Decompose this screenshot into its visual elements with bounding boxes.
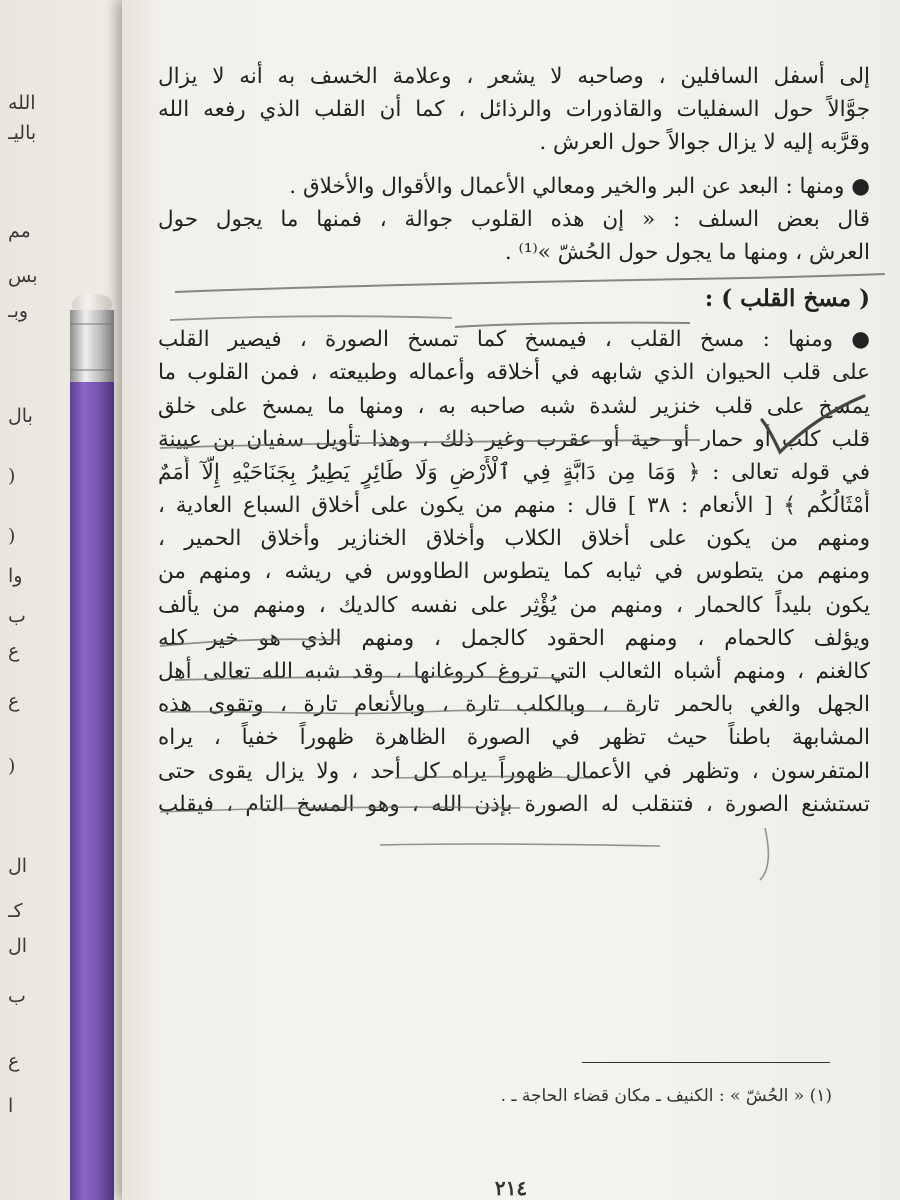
left-page-fragment: مم — [8, 220, 31, 242]
text-line: وقرَّبه إليه لا يزال جوالاً حول العرش . — [539, 130, 870, 156]
text-line: الجهل والغي بالحمر تارة ، وبالكلب تارة ، وبالأنعام تارة ، وتقوى هذه — [158, 692, 870, 718]
section-heading: ( مسخ القلب ) : — [704, 285, 870, 313]
text-line: على قلب الحيوان الذي شابهه في أخلاقه وأعماله وطبيعته ، فمن القلوب ما — [158, 360, 870, 386]
left-page-fragment: ع — [8, 640, 20, 662]
text-line: إلى أسفل السافلين ، وصاحبه لا يشعر ، وعلامة الخسف به أنه لا يزال — [158, 64, 870, 89]
text-line: ويؤلف كالحمام ، ومنهم الحقود كالجمل ، ومنهم الذي هو خير كله — [158, 625, 870, 651]
text-line: ومنهم من يتطوس في ثيابه كما يتطوس الطاووس في ريشه ، ومنهم من — [158, 559, 870, 585]
page-body — [158, 60, 870, 821]
left-page-fragment: ( — [8, 755, 16, 777]
pencil-icon — [58, 294, 128, 1200]
left-page-fragment: ( — [8, 525, 16, 547]
text-line: يمسخ على قلب خنزير لشدة شبه صاحبه به ، ومنها ما يمسخ على خلق — [158, 393, 870, 419]
footnote-divider — [582, 1062, 830, 1063]
left-page-fragment: وا — [8, 565, 23, 587]
text-line: كالغنم ، ومنهم أشباه الثعالب التي تروغ كروغانها ، وقد شبه الله تعالى أهل — [158, 659, 870, 684]
book-page — [122, 0, 900, 1200]
left-page-fragment: باليـ — [8, 122, 37, 144]
left-page-fragment: ا — [8, 1095, 14, 1117]
text-line: المتفرسون ، وتظهر في الأعمال ظهوراً يراه كل أحد ، ولا يزال يقوى حتى — [158, 758, 870, 784]
left-page-fragment: كـ — [8, 900, 23, 922]
left-page-fragment: ع — [8, 690, 20, 712]
left-page-fragment: ب — [8, 605, 26, 627]
text-line: يكون بليداً كالحمار ، ومنهم من يُؤْثِر على نفسه كالديك ، ومنهم من يألف — [158, 592, 870, 618]
left-page-fragment: ب — [8, 985, 26, 1007]
left-page-fragment: ع — [8, 1050, 20, 1072]
text-line: ● ومنها : البعد عن البر والخير ومعالي الأعمال والأقوال والأخلاق . — [289, 173, 870, 199]
text-line: العرش ، ومنها ما يجول حول الحُشّ »⁽¹⁾ . — [504, 239, 870, 265]
text-line: جوَّالاً حول السفليات والقاذورات والرذائل ، كما أن القلب الذي رفعه الله — [158, 97, 870, 123]
left-page-fragment: وبـ — [8, 300, 29, 322]
left-page-fragment: ( — [8, 465, 16, 487]
left-page-fragment: الله — [8, 92, 36, 114]
text-line: قال بعض السلف : « إن هذه القلوب جوالة ، فمنها ما يجول حول — [158, 206, 870, 232]
text-line: المشابهة باطناً حيث تظهر في الصورة الظاهرة ظهوراً خفياً ، يراه — [158, 725, 870, 751]
footnote: (١) « الحُشّ » : الكنيف ـ مكان قضاء الحاجة ـ . — [500, 1086, 832, 1106]
left-page-fragment: بال — [8, 405, 33, 427]
text-line: ● ومنها : مسخ القلب ، فيمسخ كما تمسخ الصورة ، فيصير القلب — [158, 327, 870, 353]
quran-verse-line: أَمْثَالُكُم ﴾ [ الأنعام : ٣٨ ] قال : منهم من يكون على أخلاق السباع العادية ، — [158, 493, 870, 519]
page-number: ٢١٤ — [494, 1176, 528, 1200]
text-line: تستشنع الصورة ، فتنقلب له الصورة بإذن الله ، وهو المسخ التام ، فيقلب — [158, 791, 870, 817]
text-line: ومنهم من يكون على أخلاق الكلاب وأخلاق الخنازير وأخلاق الحمير ، — [158, 526, 870, 552]
left-page-fragment: ال — [8, 855, 28, 877]
left-page-fragment: ال — [8, 935, 28, 957]
quran-verse-line: في قوله تعالى : ﴿ وَمَا مِن دَابَّةٍ فِي ٱلْأَرْضِ وَلَا طَائِرٍ يَطِيرُ بِجَنَاحَيْهِ إِلَّآ أُمَمٌ — [158, 459, 870, 485]
left-page-fragment: بس — [8, 265, 38, 287]
text-line: قلب كلب أو حمار أو حية أو عقرب وغير ذلك ، وهذا تأويل سفيان بن عيينة — [158, 426, 870, 452]
